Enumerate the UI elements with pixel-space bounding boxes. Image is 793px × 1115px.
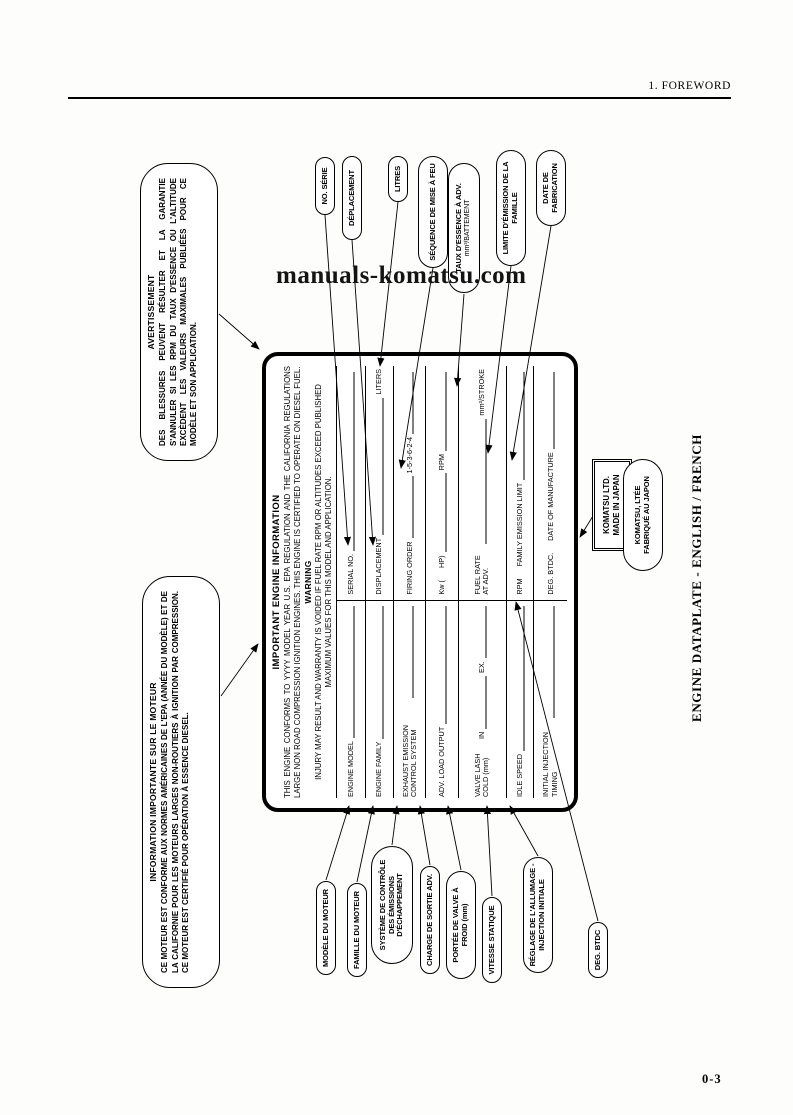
mm3-stroke-label: mm³/STROKE: [477, 369, 487, 416]
callout-label: LIMITE D'ÉMISSION DE LA FAMILLE: [501, 161, 519, 255]
engine-model-label: ENGINE MODEL: [345, 741, 355, 797]
arrow-portee: [448, 806, 461, 870]
callout-deplacement: [342, 156, 362, 240]
callout-label: PORTÉE DE VALVE À FROID (mm): [451, 887, 469, 963]
callout-limite-emission: [496, 150, 526, 266]
callout-label: SYSTÈME DE CONTRÔLE DES ÉMISSIONS D'ÉCHAPPEMENT: [377, 859, 405, 951]
callout-litres: [388, 156, 408, 202]
watermark: manuals-komatsu.com: [276, 262, 527, 289]
fill-line: [382, 606, 383, 739]
figure-caption: ENGINE DATAPLATE - ENGLISH / FRENCH: [689, 434, 704, 722]
arrow-charge: [420, 806, 430, 865]
row-engine-family: [366, 366, 395, 798]
callout-komatsu-ltee: [623, 459, 663, 571]
callout-modele-moteur: [316, 881, 336, 975]
page-header: 1. FOREWORD: [648, 80, 731, 92]
maker-line1: KOMATSU LTD.: [601, 476, 611, 534]
callout-vitesse-statique: [482, 897, 502, 983]
fill-line: [354, 372, 355, 551]
fill-line: [413, 606, 414, 698]
callout-label: DATE DE FABRICATION: [541, 163, 559, 213]
callout-label: DEG. BTDC: [592, 929, 602, 971]
engine-family-label: ENGINE FAMILY: [374, 741, 384, 797]
arrow-vitesse: [487, 806, 492, 896]
page-number: 0-3: [702, 1072, 722, 1086]
fill-line: [485, 676, 486, 729]
callout-label: LITRES: [392, 165, 402, 193]
exhaust-emission-label: EXHAUST EMISSION CONTROL SYSTEM: [400, 724, 418, 797]
in-label: IN: [477, 731, 487, 739]
row-valve-lash: [459, 366, 507, 798]
callout-label: VITESSE STATIQUE: [486, 905, 496, 975]
rpm2-label: RPM: [515, 578, 525, 595]
family-emission-limit-label: FAMILY EMISSION LIMIT: [515, 482, 525, 567]
callout-date-fabrication: [536, 150, 566, 226]
information-box: [142, 576, 220, 988]
deg-btdc-label: DEG. BTDC.: [545, 552, 555, 595]
fill-line: [554, 606, 555, 718]
callout-label: DÉPLACEMENT: [346, 170, 356, 226]
row-adv-load-output: [426, 366, 458, 798]
maker-line2: MADE IN JAPAN: [612, 474, 621, 536]
fill-line: [523, 372, 524, 480]
row-engine-model: [337, 366, 366, 798]
firing-order-label: FIRING ORDER: [404, 541, 414, 595]
fill-line: [523, 606, 524, 751]
callout-systeme-controle: [371, 846, 413, 964]
serial-no-label: SERIAL NO.: [345, 553, 355, 595]
callout-label: SÉQUENCE DE MISE À FEU: [427, 163, 437, 261]
plate-warning-heading: WARNING: [303, 560, 313, 604]
callout-reglage-allumage: [523, 857, 553, 973]
callout-sublabel: mm³/BATTEMENT: [464, 199, 472, 257]
fill-line: [413, 477, 414, 539]
hp-label: HP): [437, 555, 447, 568]
row-initial-injection: [534, 366, 567, 798]
callout-no-serie: [315, 157, 335, 215]
plate-title: IMPORTANT ENGINE INFORMATION: [271, 494, 282, 670]
callout-label: KOMATSU, LTÉE: [633, 485, 643, 545]
fill-line: [485, 606, 486, 659]
initial-injection-label: INITIAL INJECTION TIMING: [541, 731, 559, 797]
avertissement-body: DES BLESSURES PEUVENT RÉSULTER ET LA GARANTIE S'ANNULER SI LES RPM DU TAUX D'ESSENCE OU L'ALTITUDE EXCÈDENT LES VALEURS MAXIMALES PUBLIÉES POUR CE MODÈLE ET SON APPLICATION.: [158, 178, 199, 446]
idle-speed-label: IDLE SPEED: [515, 754, 525, 797]
callout-charge-sortie: [420, 866, 440, 974]
callout-famille-moteur: [347, 883, 367, 977]
callout-label: RÉGLAGE DE L'ALLUMAGE - INJECTION INITIALE: [528, 863, 546, 967]
fill-line: [445, 473, 446, 552]
row-exhaust-emission: [394, 366, 426, 798]
callout-label: TAUX D'ESSENCE À ADV.: [454, 183, 464, 273]
arrow-reglage: [510, 806, 538, 856]
plate-conformity-paragraph: THIS ENGINE CONFORMS TO YYYY MODEL YEAR U.S. EPA REGULATION AND THE CALIFORNIA REGULATIONS LARGE NON ROAD COMPRESSION IGNITION ENGINES. THIS ENGINE IS CERTIFIED TO OPERATE ON DIESEL FUEL.: [283, 366, 302, 798]
arrow-avertissement: [219, 314, 259, 349]
callout-sequence-mise-a-feu: [418, 156, 448, 268]
callout-label: MODÈLE DU MOTEUR: [320, 889, 330, 967]
callout-portee-valve: [446, 871, 476, 979]
avertissement-box: [140, 163, 218, 461]
information-body: CE MOTEUR EST CONFORME AUX NORMES AMÉRICAINES DE L'EPA (ANNÉE DU MODÈLE) ET DE LA CALIFORNIE POUR LES MOTEURS LARGES NON-ROUTIERS À IGNITION PAR COMPRESSION. CE MOTEUR EST CERTIFIÉ POUR OPÉRATION À ESSENCE DIESEL.: [160, 591, 190, 973]
fuel-rate-label: FUEL RATE AT ADV.: [473, 555, 491, 595]
arrow-information: [221, 644, 258, 696]
callout-label: FAMILLE DU MOTEUR: [351, 891, 361, 969]
liters-label: LITERS: [374, 369, 384, 395]
fill-line: [445, 606, 446, 724]
arrow-modele: [326, 806, 349, 880]
rpm-label: RPM: [437, 454, 447, 471]
avertissement-title: AVERTISSEMENT: [146, 274, 156, 350]
fill-line: [445, 372, 446, 451]
kw-label: Kw (: [437, 580, 447, 595]
displacement-label: DISPLACEMENT: [374, 537, 384, 595]
plate-warning-paragraph: INJURY MAY RESULT AND WARRANTY IS VOIDED IF FUEL RATE RPM OR ALTITUDES EXCEED PUBLISHED MAXIMUM VALUES FOR THIS MODEL AND APPLICATION.: [314, 384, 333, 780]
callout-deg-btdc: [588, 922, 608, 978]
fill-line: [413, 372, 414, 434]
fill-line: [382, 398, 383, 535]
fill-line: [354, 606, 355, 738]
date-of-manufacture-label: DATE OF MANUFACTURE: [545, 452, 555, 541]
callout-label: CHARGE DE SORTIE ADV.: [424, 874, 434, 966]
adv-load-output-label: ADV. LOAD OUTPUT: [437, 726, 447, 797]
callout-label: FABRIQUÉ AU JAPON: [642, 476, 651, 554]
callout-label: NO. SÉRIE: [319, 167, 329, 205]
fill-line: [554, 372, 555, 449]
valve-lash-label: VALVE LASH COLD (mm): [473, 753, 491, 797]
plate-table: [336, 366, 567, 798]
fill-line: [485, 419, 486, 544]
information-title: INFORMATION IMPORTANTE SUR LE MOTEUR: [148, 682, 158, 882]
row-idle-speed: [507, 366, 534, 798]
ex-label: EX.: [477, 661, 487, 674]
firing-order-value: 1-5-3-6-2-4: [404, 437, 414, 474]
header-rule: [68, 97, 731, 99]
engine-dataplate: [262, 352, 578, 812]
